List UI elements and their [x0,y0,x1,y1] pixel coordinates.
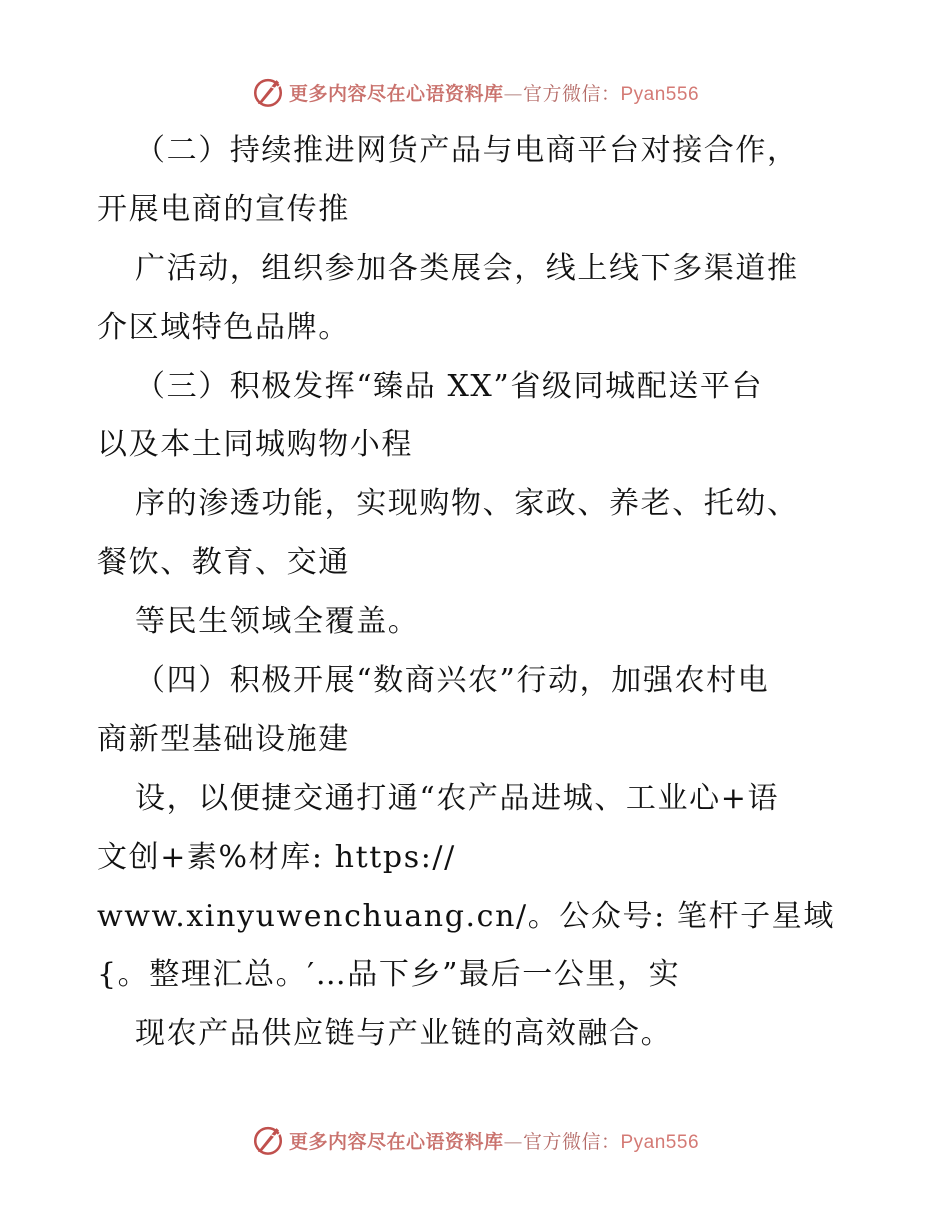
text-line: 序的渗透功能，实现购物、家政、养老、托幼、 [135,486,799,522]
text-line: 现农产品供应链与产业链的高效融合。 [135,1016,673,1052]
text-line: 等民生领域全覆盖。 [135,604,420,640]
watermark-site: 更多内容尽在心语资料库 [288,82,504,105]
text-line: 商新型基础设施建 [97,721,350,757]
document-body [97,122,857,1064]
text-line: 设，以便捷交通打通“农产品进城、工业心+语 [135,780,780,816]
text-line: （二）持续推进网货产品与电商平台对接合作， [135,133,799,168]
text-line: 广活动，组织参加各类展会，线上线下多渠道推 [135,250,799,286]
watermark-text [289,1127,699,1154]
watermark-dash: — [503,82,523,105]
watermark-dash: — [503,1130,523,1153]
watermark-label: 官方微信： [522,1130,621,1153]
watermark-site: 更多内容尽在心语资料库 [288,1130,504,1153]
text-line: （四）积极开展“数商兴农”行动，加强农村电 [135,663,770,699]
quill-pen-logo-icon [251,1123,285,1157]
watermark-wechat-id: Pyan556 [620,83,700,105]
text-line: 餐饮、教育、交通 [97,545,350,581]
text-line: 开展电商的宣传推 [97,191,350,227]
watermark-label: 官方微信： [522,82,621,105]
watermark-text [289,79,699,106]
text-line: 文创+素%材库: https:// [97,839,456,875]
quill-pen-logo-icon [251,75,285,109]
text-line: www.xinyuwenchuang.cn/。公众号: 笔杆子星域 [97,898,835,934]
footer-watermark [0,1118,950,1162]
header-watermark [0,70,950,114]
watermark-wechat-id: Pyan556 [620,1131,700,1153]
text-line: 以及本土同城购物小程 [97,427,413,463]
text-line: （三）积极发挥“臻品 XX”省级同城配送平台 [135,368,764,404]
text-line: 介区域特色品牌。 [97,309,350,345]
text-line: {。整理汇总。′…品下乡”最后一公里，实 [97,957,681,993]
